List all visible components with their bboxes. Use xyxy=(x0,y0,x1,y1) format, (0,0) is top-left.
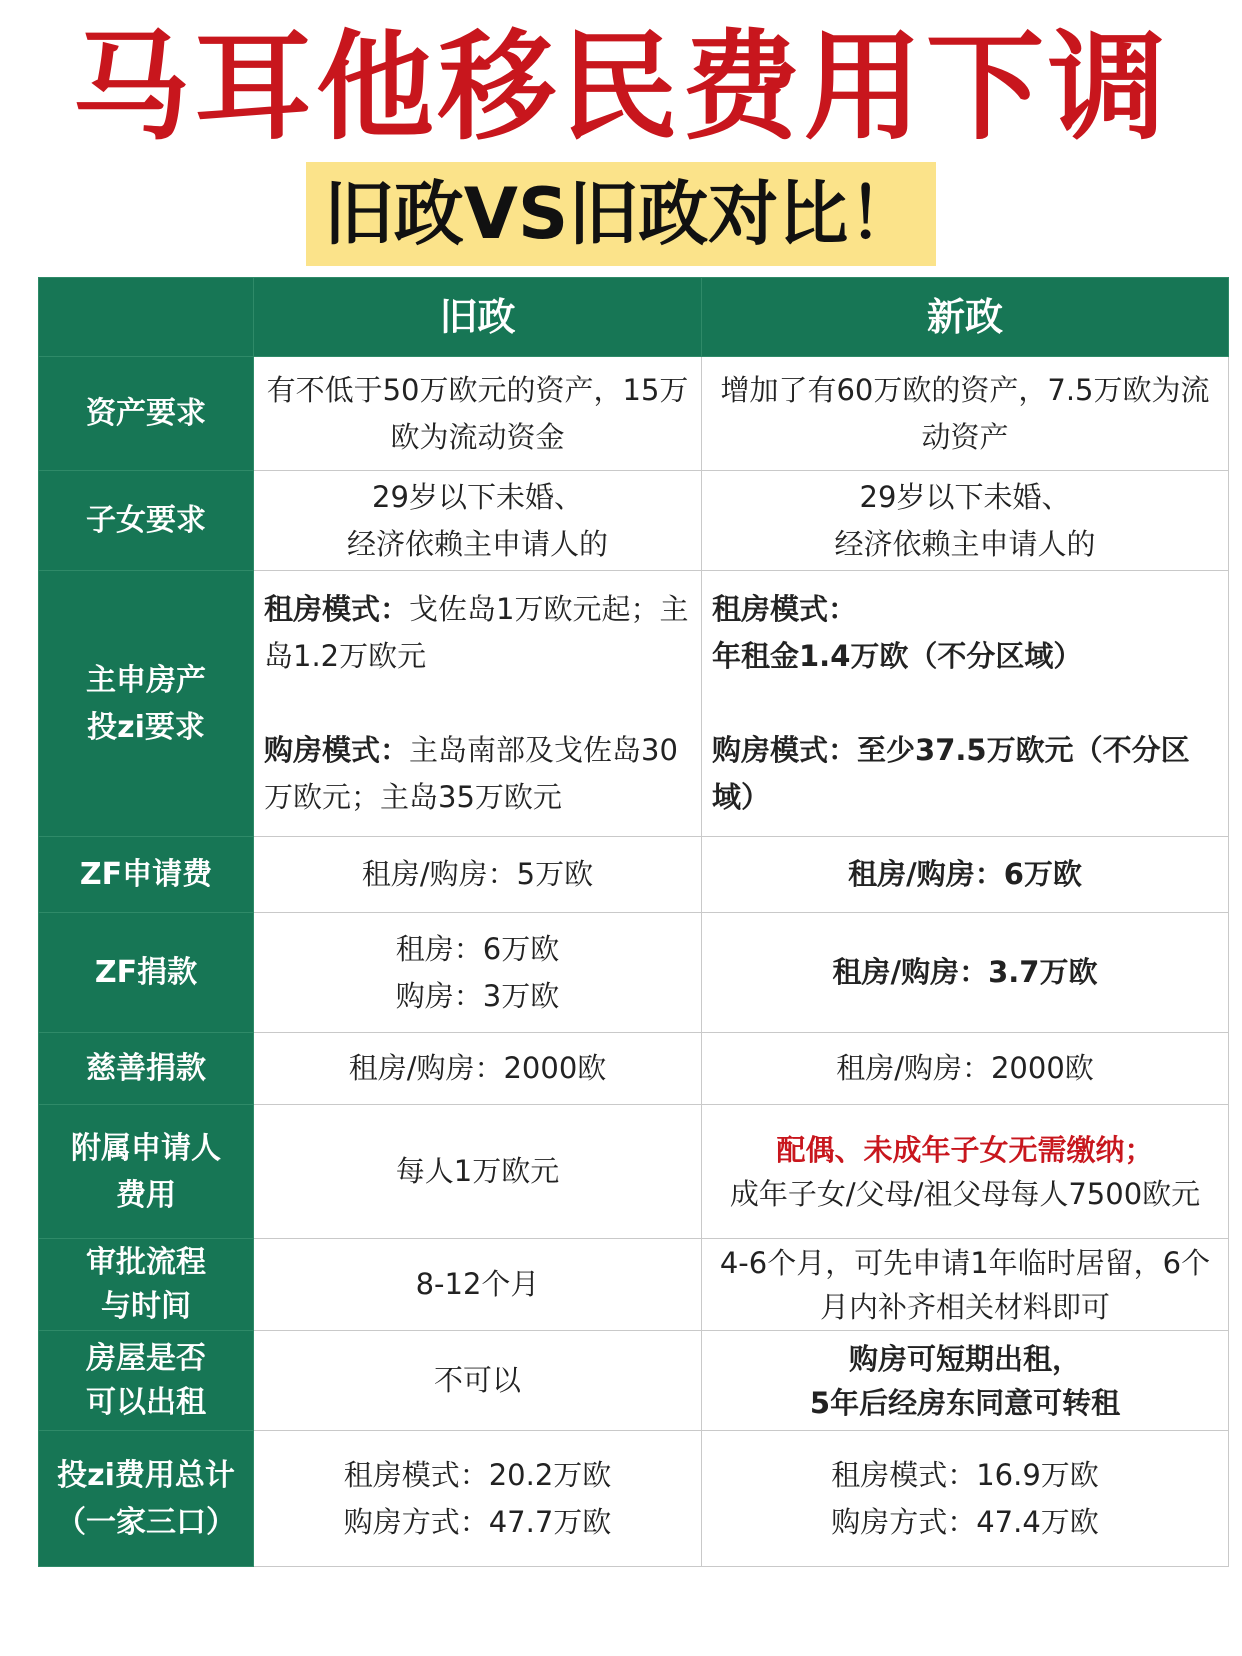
old-total-buy: 购房方式：47.7万欧 xyxy=(343,1504,612,1539)
old-children xyxy=(254,471,702,571)
new-buy-mode-key: 购房模式： xyxy=(712,733,858,767)
new-children-line-1: 29岁以下未婚、 xyxy=(859,479,1071,514)
new-children-line-2: 经济依赖主申请人的 xyxy=(834,526,1096,561)
row-label-process-line-2: 与时间 xyxy=(101,1288,191,1324)
old-rent-mode-key: 租房模式： xyxy=(264,592,410,626)
new-total xyxy=(702,1431,1229,1567)
comparison-table xyxy=(38,277,1229,1567)
row-asset xyxy=(39,357,1229,471)
row-children xyxy=(39,471,1229,571)
row-label-dependent xyxy=(39,1105,254,1239)
old-zf-donation-rent: 租房：6万欧 xyxy=(395,931,560,966)
old-rent-mode xyxy=(264,586,691,680)
header-old-policy: 旧政 xyxy=(254,278,702,357)
old-charity: 租房/购房：2000欧 xyxy=(254,1033,702,1105)
row-dependent xyxy=(39,1105,1229,1239)
row-label-zf-fee: ZF申请费 xyxy=(39,837,254,913)
new-rent-out-line-2: 5年后经房东同意可转租 xyxy=(809,1385,1121,1420)
row-property xyxy=(39,571,1229,837)
old-total-rent: 租房模式：20.2万欧 xyxy=(343,1457,612,1492)
new-dependent-fee: 成年子女/父母/祖父母每人7500欧元 xyxy=(729,1176,1201,1211)
page-title: 马耳他移民费用下调 xyxy=(71,18,1170,156)
new-rent-out-line-1: 购房可短期出租， xyxy=(848,1341,1081,1376)
header-corner xyxy=(39,278,254,357)
old-zf-donation-buy: 购房：3万欧 xyxy=(395,978,560,1013)
new-zf-fee: 租房/购房：6万欧 xyxy=(702,837,1229,913)
old-buy-mode-key: 购房模式： xyxy=(264,733,410,767)
old-zf-fee: 租房/购房：5万欧 xyxy=(254,837,702,913)
row-total xyxy=(39,1431,1229,1567)
old-process: 8-12个月 xyxy=(254,1239,702,1331)
row-label-rent-out-line-2: 可以出租 xyxy=(86,1384,206,1420)
row-label-process-line-1: 审批流程 xyxy=(86,1244,206,1280)
old-total xyxy=(254,1431,702,1567)
row-label-rent-out xyxy=(39,1331,254,1431)
new-charity: 租房/购房：2000欧 xyxy=(702,1033,1229,1105)
row-label-property-line-1: 主申房产 xyxy=(86,662,206,698)
new-total-rent: 租房模式：16.9万欧 xyxy=(831,1457,1099,1492)
row-label-total-line-2: （一家三口） xyxy=(56,1504,236,1540)
header-new-policy: 新政 xyxy=(702,278,1229,357)
new-zf-donation: 租房/购房：3.7万欧 xyxy=(702,913,1229,1033)
old-zf-donation xyxy=(254,913,702,1033)
old-buy-mode-value: 主岛南部及戈佐岛30万欧元；主岛35万欧元 xyxy=(264,733,678,814)
new-rent-out xyxy=(702,1331,1229,1431)
old-children-line-1: 29岁以下未婚、 xyxy=(372,479,583,514)
row-label-dependent-line-1: 附属申请人 xyxy=(71,1130,221,1166)
row-label-charity: 慈善捐款 xyxy=(39,1033,254,1105)
new-dependent-exempt: 配偶、未成年子女无需缴纳； xyxy=(776,1132,1154,1167)
new-rent-mode-key: 租房模式： xyxy=(712,592,858,626)
row-label-zf-donation: ZF捐款 xyxy=(39,913,254,1033)
old-rent-out: 不可以 xyxy=(254,1331,702,1431)
old-property xyxy=(254,571,702,837)
row-process xyxy=(39,1239,1229,1331)
new-asset: 增加了有60万欧的资产，7.5万欧为流动资产 xyxy=(702,357,1229,471)
header-row xyxy=(39,278,1229,357)
old-buy-mode xyxy=(264,727,691,821)
row-zf-fee xyxy=(39,837,1229,913)
new-property xyxy=(702,571,1229,837)
row-label-property-line-2: 投zi要求 xyxy=(87,709,205,745)
new-buy-mode xyxy=(712,727,1218,821)
old-dependent: 每人1万欧元 xyxy=(254,1105,702,1239)
row-zf-donation xyxy=(39,913,1229,1033)
row-label-rent-out-line-1: 房屋是否 xyxy=(86,1340,206,1376)
subtitle-banner: 旧政VS旧政对比！ xyxy=(306,162,937,266)
row-rent-out xyxy=(39,1331,1229,1431)
row-charity xyxy=(39,1033,1229,1105)
row-label-property xyxy=(39,571,254,837)
new-rent-mode xyxy=(712,586,1218,680)
old-rent-mode-value: 戈佐岛1万欧元起；主岛1.2万欧元 xyxy=(264,592,689,673)
row-label-process xyxy=(39,1239,254,1331)
new-total-buy: 购房方式：47.4万欧 xyxy=(831,1504,1099,1539)
old-asset: 有不低于50万欧元的资产，15万欧为流动资金 xyxy=(254,357,702,471)
new-dependent xyxy=(702,1105,1229,1239)
new-rent-mode-value: 年租金1.4万欧（不分区域） xyxy=(712,639,1083,673)
old-children-line-2: 经济依赖主申请人的 xyxy=(346,526,608,561)
row-label-total xyxy=(39,1431,254,1567)
row-label-asset: 资产要求 xyxy=(39,357,254,471)
new-children xyxy=(702,471,1229,571)
row-label-dependent-line-2: 费用 xyxy=(116,1177,176,1213)
new-process: 4-6个月，可先申请1年临时居留，6个月内补齐相关材料即可 xyxy=(702,1239,1229,1331)
row-label-children: 子女要求 xyxy=(39,471,254,571)
row-label-total-line-1: 投zi费用总计 xyxy=(57,1457,235,1493)
new-buy-mode-value: 至少37.5万欧元（不分区域） xyxy=(712,733,1190,814)
